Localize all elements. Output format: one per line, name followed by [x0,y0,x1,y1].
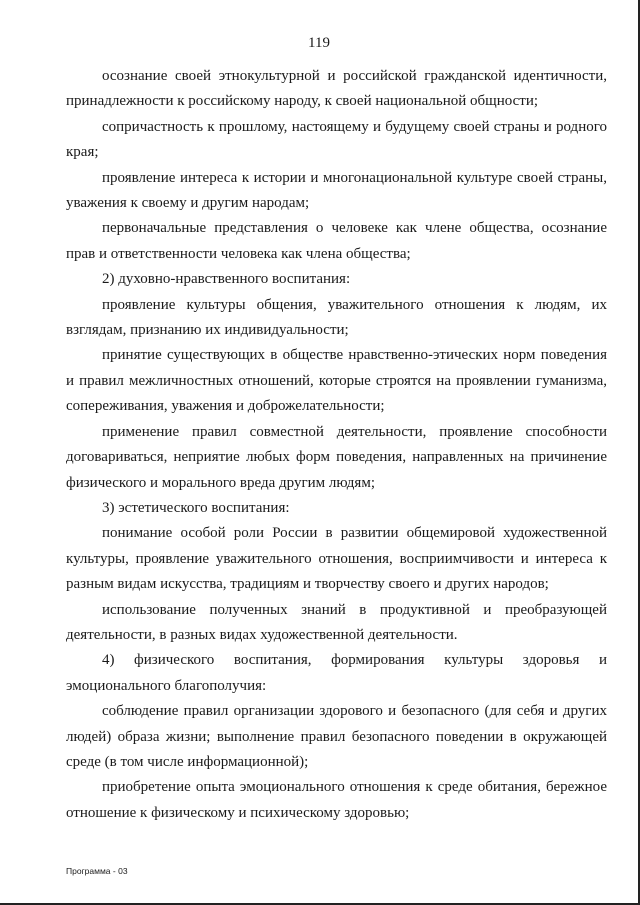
page-number: 119 [308,35,330,51]
paragraph: осознание своей этнокультурной и российской гражданской идентичности, принадлежности к российскому народу, к своей национальной общности; [66,68,607,110]
document-body [66,64,607,826]
section-heading-aesthetic: 3) эстетического воспитания: [102,499,290,516]
section-heading-spiritual: 2) духовно-нравственного воспитания: [102,271,351,288]
paragraph: приобретение опыта эмоционального отношения к среде обитания, бережное отношение к физическому и психическому здоровью; [66,779,607,821]
paragraph: сопричастность к прошлому, настоящему и будущему своей страны и родного края; [66,118,607,161]
paragraph: понимание особой роли России в развитии общемировой художественной культуры, проявление уважительного отношения, восприимчивости и интереса к разным видам искусства, традициям и творчеству своего и других народов; [66,525,607,593]
paragraph: использование полученных знаний в продуктивной и преобразующей деятельности, в разных видах художественной деятельности. [66,601,607,643]
paragraph: проявление интереса к истории и многонациональной культуре своей страны, уважения к своему и другим народам; [66,169,607,212]
paragraph: соблюдение правил организации здорового и безопасного (для себя и других людей) образа жизни; выполнение правил безопасного поведении в окружающей среде (в том числе информационной); [66,703,607,770]
paragraph: проявление культуры общения, уважительного отношения к людям, их взглядам, признанию их индивидуальности; [66,296,607,339]
page-footer: Программа - 03 [66,866,128,876]
paragraph: принятие существующих в обществе нравственно-этических норм поведения и правил межличностных отношений, которые строятся на проявлении гуманизма, сопереживания, уважения и доброжелательности; [66,347,607,415]
section-heading-physical: 4) физического воспитания, формирования культуры здоровья и эмоционального благополучия: [66,652,607,694]
paragraph: применение правил совместной деятельности, проявление способности договариваться, неприятие любых форм поведения, направленных на причинение физического и морального вреда другим людям; [66,423,607,491]
paragraph: первоначальные представления о человеке как члене общества, осознание прав и ответственности человека как члена общества; [66,220,607,262]
